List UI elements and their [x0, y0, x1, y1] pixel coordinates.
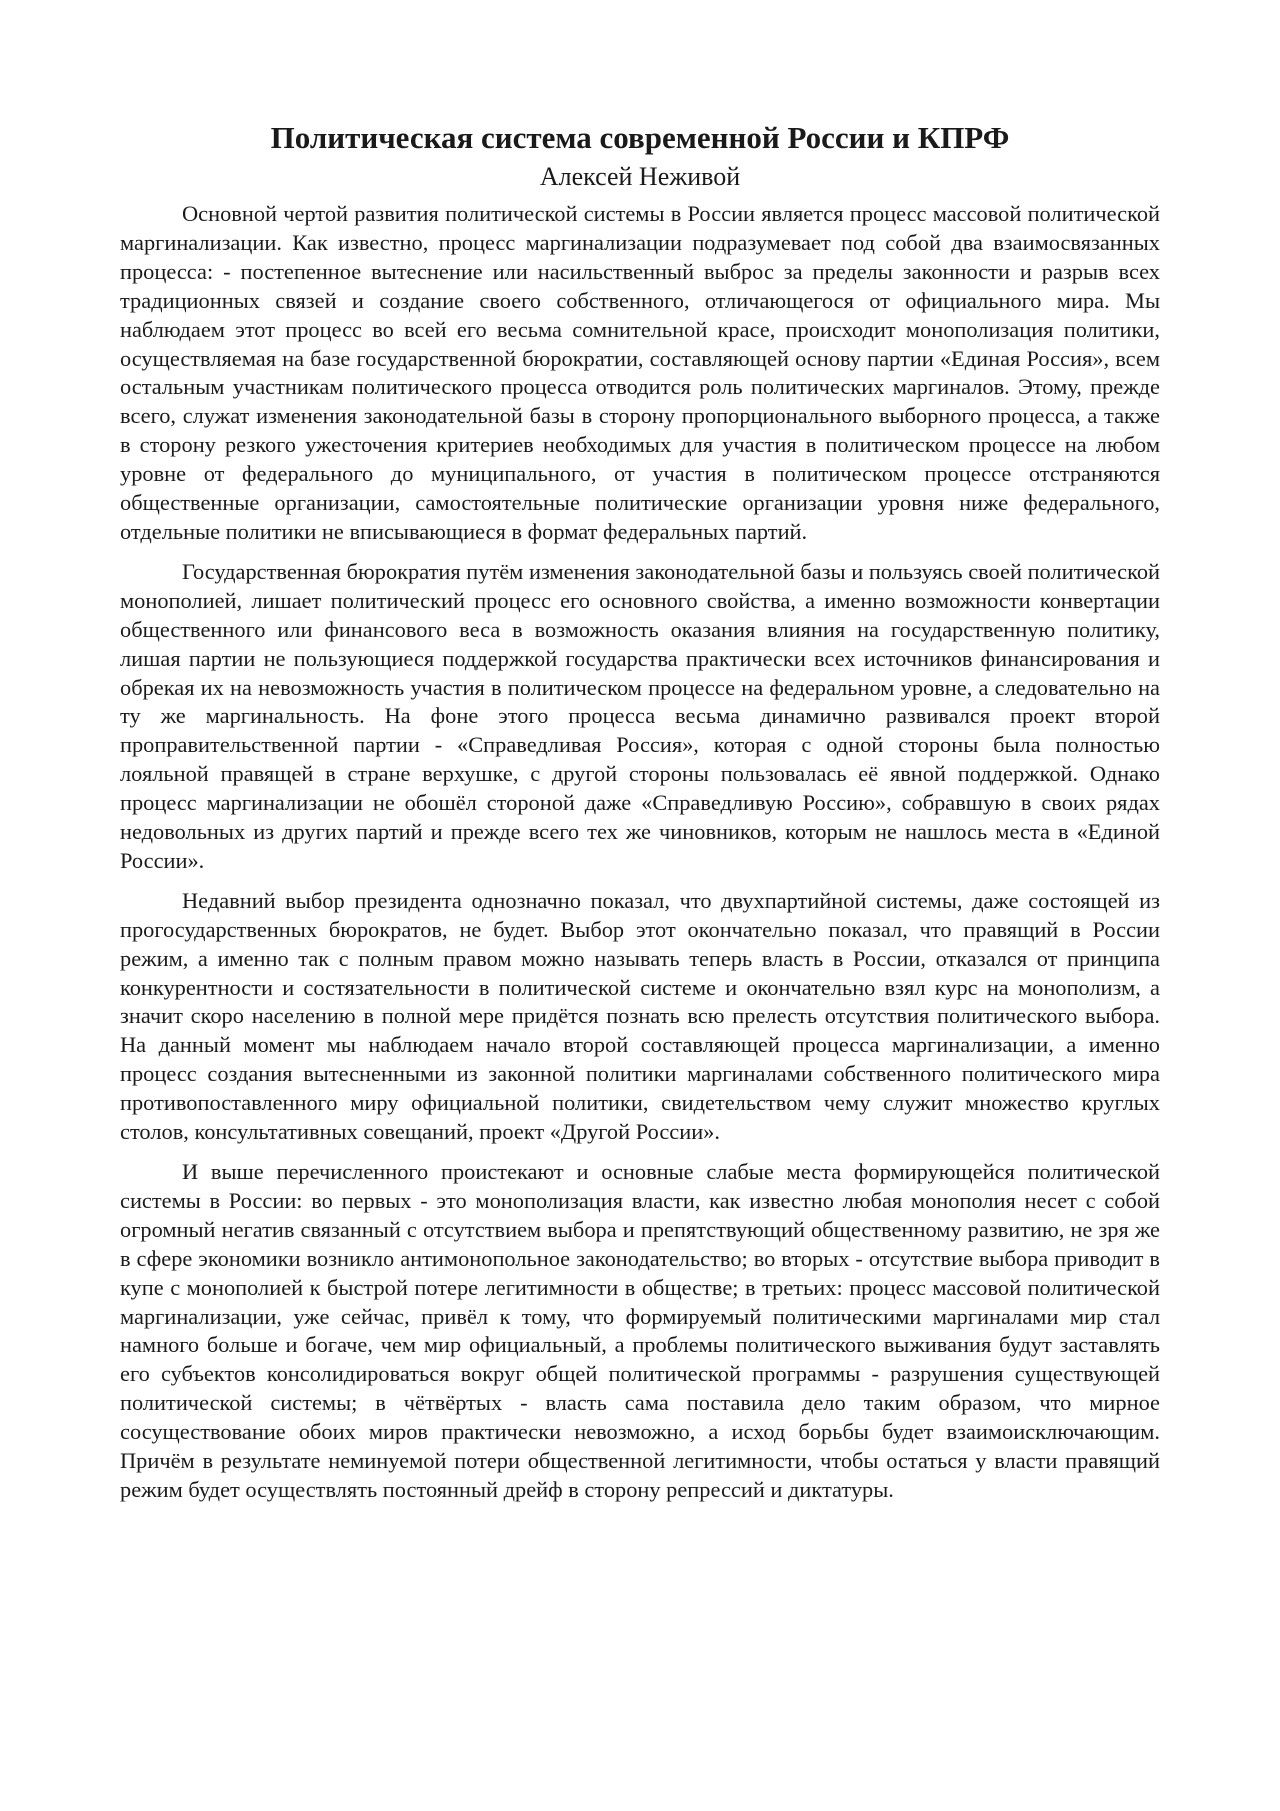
paragraph-4: И выше перечисленного проистекают и основные слабые места формирующейся политической системы в России: во первых - это монополизация власти, как известно любая монополия несет с собой огромный негатив связанный с отсутствием выбора и препятствующий общественному развитию, не зря же в сфере экономики возникло антимонопольное законодательство; во вторых - отсутствие выбора приводит в купе с монополией к быстрой потере легитимности в обществе; в третьих: процесс массовой политической маргинализации, уже сейчас, привёл к тому, что формируемый политическими маргиналами мир стал намного больше и богаче, чем мир официальный, а проблемы политического выживания будут заставлять его субъектов консолидироваться вокруг общей политической программы - разрушения существующей политической системы; в чётвёртых - власть сама поставила дело таким образом, что мирное сосуществование обоих миров практически невозможно, а исход борьбы будет взаимоисключающим. Причём в результате неминуемой потери общественной легитимности, чтобы остаться у власти правящий режим будет осуществлять постоянный дрейф в сторону репрессий и диктатуры. [120, 1159, 1160, 1502]
paragraph-1: Основной чертой развития политической системы в России является процесс массовой политической маргинализации. Как известно, процесс маргинализации подразумевает под собой два взаимосвязанных процесса: - постепенное вытеснение или насильственный выброс за пределы законности и разрыв всех традиционных связей и создание своего собственного, отличающегося от официального мира. Мы наблюдаем этот процесс во всей его весьма сомнительной красе, происходит монополизация политики, осуществляемая на базе государственной бюрократии, составляющей основу партии «Единая Россия», всем остальным участникам политического процесса отводится роль политических маргиналов. Этому, прежде всего, служат изменения законодательной базы в сторону пропорционального выборного процесса, а также в сторону резкого ужесточения критериев необходимых для участия в политическом процессе на любом уровне от федерального до муниципального, от участия в политическом процессе отстраняются общественные организации, самостоятельные политические организации уровня ниже федерального, отдельные политики не вписывающиеся в формат федеральных партий. [120, 201, 1160, 544]
document-title: Политическая система современной России и КПРФ [270, 120, 1010, 155]
document-page [120, 118, 1160, 1516]
document-author: Алексей Неживой [539, 162, 741, 191]
paragraph-3: Недавний выбор президента однозначно показал, что двухпартийной системы, даже состоящей из прогосударственных бюрократов, не будет. Выбор этот окончательно показал, что правящий в России режим, а именно так с полным правом можно называть теперь власть в России, отказался от принципа конкурентности и состязательности в политической системе и окончательно взял курс на монополизм, а значит скоро населению в полной мере придётся познать всю прелесть отсутствия политического выбора. На данный момент мы наблюдаем начало второй составляющей процесса маргинализации, а именно процесс создания вытесненными из законной политики маргиналами собственного политического мира противопоставленного миру официальной политики, свидетельством чему служит множество круглых столов, консультативных совещаний, проект «Другой России». [120, 887, 1160, 1145]
paragraph-2: Государственная бюрократия путём изменения законодательной базы и пользуясь своей политической монополией, лишает политический процесс его основного свойства, а именно возможности конвертации общественного или финансового веса в возможность оказания влияния на государственную политику, лишая партии не пользующиеся поддержкой государства практически всех источников финансирования и обрекая их на невозможность участия в политическом процессе на федеральном уровне, а следовательно на ту же маргинальность. На фоне этого процесса весьма динамично развивался проект второй проправительственной партии - «Справедливая Россия», которая с одной стороны была полностью лояльной правящей в стране верхушке, с другой стороны пользовалась её явной поддержкой. Однако процесс маргинализации не обошёл стороной даже «Справедливую Россию», собравшую в своих рядах недовольных из других партий и прежде всего тех же чиновников, которым не нашлось места в «Единой России». [120, 558, 1160, 873]
